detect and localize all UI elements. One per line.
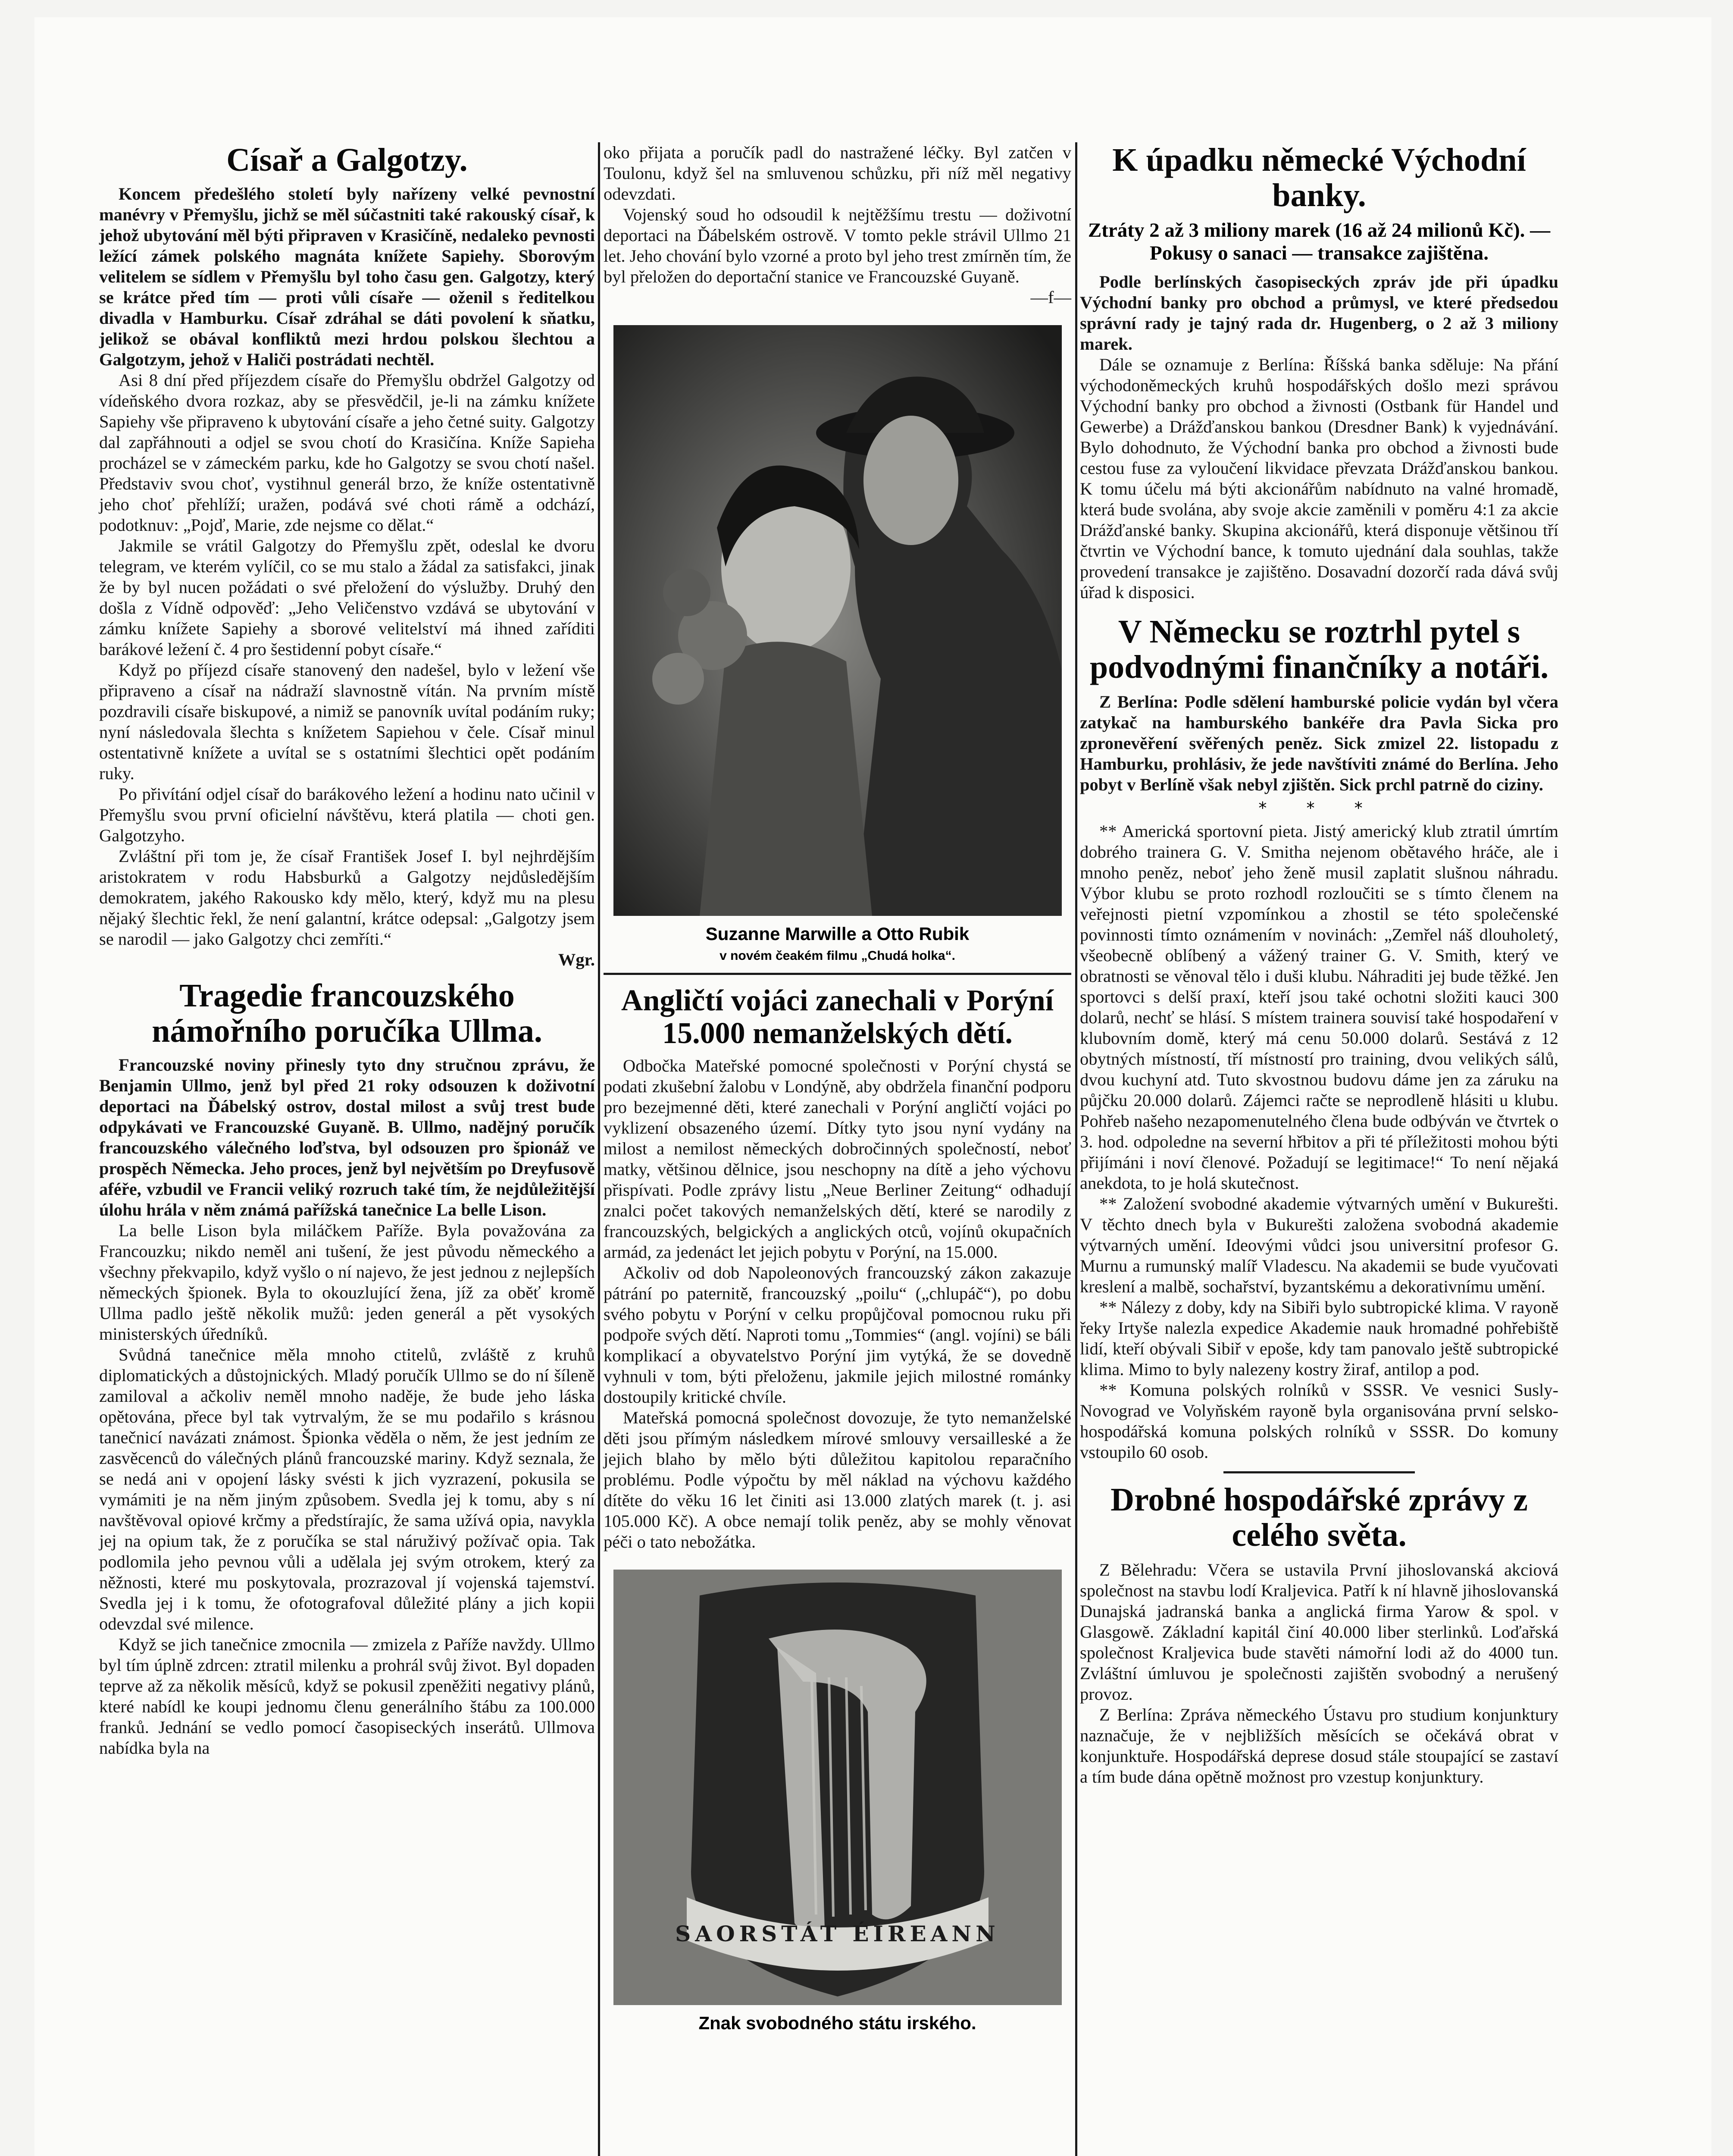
headline-upadek-banky: K úpadku německé Východní banky. (1112, 142, 1526, 214)
column-rule-right (1075, 142, 1077, 2156)
column-3 (1080, 142, 1558, 1787)
article-paragraph: Svůdná tanečnice měla mnoho ctitelů, zvláště z kruhů diplomatických a důstojnických. Mladý poručík Ullmo se do ní šíleně zamiloval a ačkoliv neměl mnoho naděje, že bude jeho láska opětována, přece byl tak vytrvalým, že se mu podařilo s krásnou tanečnicí navázati známost. Špionka věděla o něm, že jest jedním ze zasvěcenců do válečných plánů francouzské mariny. Když seznala, že se nedá ani v opojení lásky svésti k jich vyzrazení, pokusila se vymámiti je na něm jiným způsobem. Svedla jej k tomu, aby s ní navštěvoval opiové krčmy a předstírajíc, že sama užívá opia, navykla jej na opium tak, že z poručíka se stal náruživý požívač opia. Tak podlomila jeho pevnou vůli a udělala jej svým otrokem, který za něžnosti, které mu poskytovala, prozrazoval jí vojenská tajemství. Svedla jej i k tomu, že ofotografoval důležité plány a jich kopii odevzdal své milence. (99, 1345, 595, 1634)
article-paragraph: La belle Lison byla miláčkem Paříže. Byla považována za Francouzku; nikdo neměl ani tušení, že jest původu německého a všechny překvapilo, když vyšlo o ní najevo, že jest jednou z nejlepších německých špionek. Byla to okouzlující žena, jíž za oběť kromě Ullma padlo ještě několik mužů: jeden generál a pět vysokých ministerských úředníků. (99, 1221, 595, 1344)
headline-tragedie-ullma: Tragedie francouzského námořního poručíka Ullma. (152, 978, 542, 1050)
article-signature: —f— (1030, 288, 1071, 307)
column-1 (99, 142, 595, 1758)
column-2 (604, 142, 1071, 2034)
article-signature: Wgr. (558, 950, 595, 970)
article-paragraph: Z Berlína: Podle sdělení hamburské policie vydán byl včera zatykač na hamburského bankéře dra Pavla Sicka pro zpronevěření svěřených peněz. Sick zmizel 22. listopadu z Hamburku, prohlásiv, že jede navštíviti známé do Berlína. Jeho pobyt v Berlíně však nebyl zjištěn. Sick prchl patrně do ciziny. (1080, 692, 1558, 795)
article-paragraph: Z Bělehradu: Včera se ustavila První jihoslovanská akciová společnost na stavbu lodí Kraljevica. Patří k ní hlavně jihoslovanská Dunajská jadranská banka a anglická firma Yarow & spol. v Glasgowě. Základní kapitál činí 40.000 liber sterlinků. Loďařská společnost Kraljevica bude stavěti námořní lodi až do 4000 tun. Zvláštní úmluvou je společnosti zajištěn svobodný a nerušený provoz. (1080, 1560, 1558, 1704)
article-paragraph: Když po příjezd císaře stanovený den nadešel, bylo v ležení vše připraveno a císař na nádraží slavnostně vítán. Na prvním místě pozdravili císaře biskupové, a nimiž se panovník uvítal podáním ruky; nyní následovala šlechta s knížetem Sapiehou v čele. Císař minul ostentativně knížete a uvítal se s ostatními šlechtici opět podáním ruky. (99, 660, 595, 783)
article-paragraph: Zvláštní při tom je, že císař František Josef I. byl nejhrdějším aristokratem v rodu Habsburků a Galgotzy nejdůsledějším demokratem, jakého Rakousko kdy mělo, který, když mu na plesu nějaký šlechtic řekl, že není galantní, krátce odepsal: „Galgotzy jsem se narodil — jako Galgotzy chci zemříti.“ (99, 846, 595, 949)
article-paragraph: Po přivítání odjel císař do barákového ležení a hodinu nato učinil v Přemyšlu svou první oficielní návštěvu, která platila — choti gen. Galgotzyho. (99, 784, 595, 846)
emblem-caption: Znak svobodného státu irského. (698, 2013, 976, 2034)
article-paragraph: Francouzské noviny přinesly tyto dny stručnou zprávu, že Benjamin Ullmo, jenž byl před 21 roky odsouzen k doživotní deportaci na Ďábelský ostrov, dostal milost a svůj trest bude odpykávati ve Francouzské Guyaně. B. Ullmo, nadějný poručík francouzského válečného loďstva, byl odsouzen pro špionáž ve prospěch Německa. Jeho proces, jenž byl největším po Dreyfusově aféře, vzbudil ve Francii veliký rozruch také tím, že nejdůležitější úlohu hrála v něm známá pařížská tanečnice La belle Lison. (99, 1055, 595, 1220)
section-divider (604, 973, 1071, 975)
article-paragraph: Podle berlínských časopiseckých zpráv jde při úpadku Východní banky pro obchod a průmysl, ve které předsedou správní rady je tajný rada dr. Hugenberg, o 2 až 3 miliony marek. (1080, 272, 1558, 354)
headline-drobne-zpravy: Drobné hospodářské zprávy z celého světa. (1110, 1482, 1528, 1554)
article-paragraph: Z Berlína: Zpráva německého Ústavu pro studium konjunktury naznačuje, že v nejbližších měsících se očekává obrat v konjunktuře. Hospodářská deprese dosud stále stoupající se zastaví a tím bude dána opětně možnost pro vzestup konjunktury. (1080, 1705, 1558, 1787)
article-paragraph: oko přijata a poručík padl do nastražené léčky. Byl zatčen v Toulonu, když šel na smluvenou schůzku, při níž měl negativy odevzdati. (604, 143, 1071, 204)
article-paragraph: ** Americká sportovní pieta. Jistý americký klub ztratil úmrtím dobrého trainera G. V. Smitha nejenom obětavého hráče, ale i mnoho peněz, neboť jeho ženě musil zaplatit slušnou náhradu. Výbor klubu se proto rozhodl rozloučiti se s tímto členem na veřejnosti pietní vzpomínkou a zhostil se této společenské povinnosti tímto oznámením v novinách: „Zemřel náš dlouholetý, všeobecně oblíbený a vážený trainer G. V. Smith, který ve obratnosti se věnoval tělo i duši klubu. Náhraditi jej bude těžké. Jen sportovci s delší praxí, kteří jsou také ochotni složiti kauci 300 dolarů, nechť se hlásí. S místem trainera souvisí také hospodaření v klubovním domě, který má cenu 50.000 dolarů. Sestává z 12 obytných místností, tří místností pro training, dvou velikých sálů, dvou kuchyní atd. Tuto skvostnou budovu dáme jen za záruku na půjčku 20.000 dolarů. Zájemci račte se neprodleně hlásiti u klubu. Pohřeb našeho nezapomenutelného člena bude odbýván ve čtvrtek o 3. hod. odpoledne na severní hřbitov a při té příležitosti mohou býti přijímáni i noví členové. Požadují se legitimace!“ To není nějaká anekdota, to je holá skutečnost. (1080, 821, 1558, 1193)
article-paragraph: ** Založení svobodné akademie výtvarných umění v Bukurešti. V těchto dnech byla v Bukurešti založena svobodná akademie výtvarných umění. Ideovými vůdci jsou universitní profesor G. Murnu a rumunský malíř Vladescu. Na akademii se bude vyučovati kreslení a malbě, sochařství, byzantskému a dekorativnímu umění. (1080, 1194, 1558, 1297)
column-rule-left (598, 142, 600, 2156)
article-paragraph: Odbočka Mateřské pomocné společnosti v Porýní chystá se podati zkušební žalobu v Londýně, aby obdržela finanční podporu pro bezejmenné děti, které zanechali v Porýní angličtí vojáci po vyklizení obsazeného území. Dítky tyto jsou nyní vydány na milost a nemilost německých dobročinných společností, neboť matky, většinou dělnice, jsou neschopny na dítě a jeho výchovu přispívati. Podle zprávy listu „Neue Berliner Zeitung“ odhadují znalci počet takových nemanželských dětí, které se narodily z francouzských, belgických a anglických otců, vojínů okupačních armád, za jedenáct let jejich pobytu v Porýní, na 15.000. (604, 1056, 1071, 1262)
photo-subcaption: v novém čeakém filmu „Chudá holka“. (719, 949, 955, 963)
headline-cisar-galgotzy: Císař a Galgotzy. (226, 142, 468, 178)
article-paragraph: Když se jich tanečnice zmocnila — zmizela z Paříže navždy. Ullmo byl tím úplně zdrcen: ztratil milenku a prohrál svůj život. Byl dopaden teprve až za několik měsíců, když se pokusil zpeněžiti negativy plánů, které nabídl ke koupi jednomu členu generálního štábu za 100.000 franků. Jednání se vedlo pomocí časopiseckých inserátů. Ullmova nabídka byla na (99, 1635, 595, 1758)
irish-emblem-image (613, 1570, 1062, 2005)
article-paragraph: Koncem předešlého století byly nařízeny velké pevnostní manévry v Přemyšlu, jichž se měl súčastniti také rakouský císař, k jehož ubytování měl býti připraven v Krasičíně, nedaleko pevnosti ležící zámek polského magnáta knížete Sapiehy. Sborovým velitelem se sídlem v Přemyšlu byl toho času gen. Galgotzy, který se krátce před tím — proti vůli císaře — oženil s ředitelkou divadla v Hamburku. Císař zdráhal se dáti povolení k sňatku, jelikož se obával konfliktů mezi hrdou polskou šlechtou a Galgotzym, jehož v Haliči postrádati nechtěl. (99, 184, 595, 370)
headline-anglicti-vojaci: Angličtí vojáci zanechali v Porýní 15.000 nemanželských dětí. (621, 984, 1054, 1050)
emblem-banner-text: SAORSTÁT ÉIREANN (675, 1921, 1000, 1947)
section-stars: * * * (1258, 799, 1380, 818)
article-paragraph: Asi 8 dní před příjezdem císaře do Přemyšlu obdržel Galgotzy od vídeňského dvora rozkaz, aby se přesvědčil, je-li na zámku knížete Sapiehy vše připraveno k ubytování císaře a jeho četné suity. Galgotzy dal zapřáhnouti a odjel se svou chotí do Krasičína. Kníže Sapieha procházel se v zámeckém parku, kde ho Galgotzy se svou chotí našel. Představiv svou choť, vystihnul generál brzo, že kníže ostentativně jeho choť přehlíží; uražen, podává své choti rámě a odchází, podotknuv: „Pojď, Marie, zde nejsme co dělat.“ (99, 370, 595, 535)
headline-deck: Ztráty 2 až 3 miliony marek (16 až 24 milionů Kč). — Pokusy o sanaci — transakce zajištěna. (1088, 219, 1551, 265)
article-paragraph: Vojenský soud ho odsoudil k nejtěžšímu trestu — doživotní deportaci na Ďábelském ostrově. V tomto pekle strávil Ullmo 21 let. Jeho chování bylo vzorné a proto byl jeho trest zmírněn tím, že byl přeložen do deportační stanice ve Francouzské Guyaně. (604, 205, 1071, 286)
film-still-image (613, 325, 1062, 916)
article-paragraph: ** Nálezy z doby, kdy na Sibiři bylo subtropické klima. V rayoně řeky Irtyše nalezla expedice Akademie nauk hromadné pohřebiště lidí, kteří obývali Sibiř v epoše, kdy tam panovalo ještě subtropické klima. Mimo to byly nalezeny kostry žiraf, antilop a pod. (1080, 1297, 1558, 1379)
section-divider (1223, 1471, 1415, 1473)
photo-caption: Suzanne Marwille a Otto Rubik (705, 924, 970, 944)
film-still-photo (613, 325, 1062, 916)
headline-pytel-financniku: V Německu se roztrhl pytel s podvodnými finančníky a notáři. (1089, 614, 1549, 686)
article-paragraph: Dále se oznamuje z Berlína: Říšská banka sděluje: Na přání východoněmeckých kruhů hospodářských došlo mezi správou Východní banky pro obchod a živnosti (Ostbank für Handel und Gewerbe) a Drážďanskou bankou (Dresdner Bank) k vyjednávání. Bylo dohodnuto, že Východní banka pro obchod a živnosti bude cestou fuse za vyloučení likvidace převzata Drážďanskou bankou. K tomu účelu má býti akcionářům nabídnuto na valné hromadě, která bude svolána, aby svoje akcie zaměnili v poměru 4:1 za akcie Drážďanské banky. Skupina akcionářů, která disponuje většinou tří čtvrtin ve Východní bance, k tomuto ujednání dala souhlas, takže provedení transakce je zajištěno. Dosavadní dozorčí rada dává svůj úřad k disposici. (1080, 355, 1558, 602)
article-paragraph: ** Komuna polských rolníků v SSSR. Ve vesnici Susly-Novograd ve Volyňském rayoně byla organisována první selsko-hospodářská komuna polských rolníků v SSSR. Do komuny vstoupilo 60 osob. (1080, 1380, 1558, 1462)
article-paragraph: Jakmile se vrátil Galgotzy do Přemyšlu zpět, odeslal ke dvoru telegram, ve kterém vylíčil, co se mu stalo a žádal za satisfakci, jinak že by byl nucen požádati o své přeložení do výslužby. Druhý den došla z Vídně odpověď: „Jeho Veličenstvo vzdává se ubytování v zámku knížete Sapiehy a sborové velitelství má ihned zaříditi barákové ležení č. 4 pro šestidenní pobyt císaře.“ (99, 536, 595, 659)
article-paragraph: Ačkoliv od dob Napoleonových francouzský zákon zakazuje pátrání po paternitě, francouzský „poilu“ („chlupáč“), po dobu svého pobytu v Porýní v celku propůjčoval pomocnou ruku při podpoře svých dětí. Naproti tomu „Tommies“ (angl. vojíni) se báli komplikací a obyvatelstvo Porýní jim vytýká, že se dovedně vyhnuli v tom, býti přeloženu, jakmile jejich milostné románky dostoupily kritické chvíle. (604, 1263, 1071, 1407)
article-paragraph: Mateřská pomocná společnost dovozuje, že tyto nemanželské děti jsou přímým následkem mírové smlouvy versailleské a že jejich blaho by mělo býti důležitou kapitolou reparačního problému. Podle výpočtu by měl náklad na výchovu každého dítěte do věku 16 let činiti asi 13.000 zlatých marek (t. j. asi 105.000 Kč). A obce nemají tolik peněz, aby se mohly věnovat péči o tato nebožátka. (604, 1408, 1071, 1552)
